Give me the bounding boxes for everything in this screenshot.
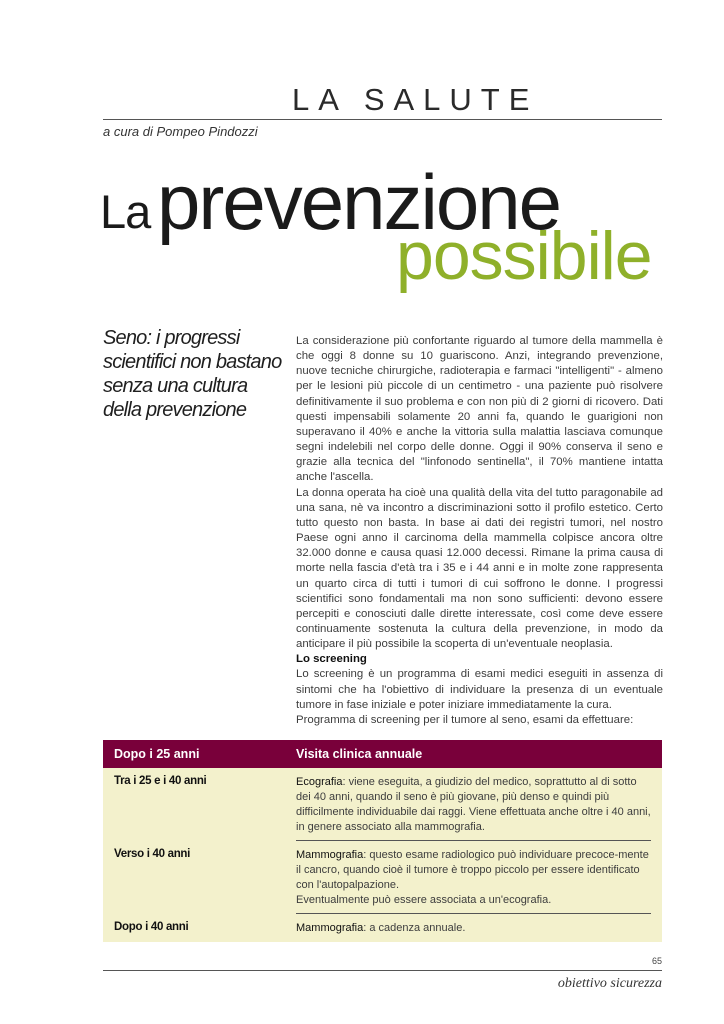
row-keyword: Ecografia bbox=[296, 776, 343, 788]
paragraph: Programma di screening per il tumore al seno, esami da effettuare: bbox=[296, 713, 634, 726]
row-age: Verso i 40 anni bbox=[114, 848, 191, 860]
footer-rule bbox=[103, 970, 662, 971]
header-rule bbox=[103, 119, 662, 120]
row-age: Dopo i 40 anni bbox=[114, 921, 189, 933]
page-number: 65 bbox=[651, 956, 662, 966]
paragraph: Lo screening è un programma di esami medici eseguiti in assenza di sintomi che ha l'obiettivo di individuare la presenza di un eventuale tumore in fase iniziale e poter iniziare immediatamente la cura. bbox=[296, 668, 663, 711]
subtitle-line: della prevenzione bbox=[103, 399, 247, 421]
row-description: : viene eseguita, a giudizio del medico, soprattutto al di sotto dei 40 anni, quando il seno è più giovane, più denso e quindi più difficilmente individuabile dai raggi. Viene effettuata anche oltre i 40 anni, in genere associato alla mammografia. bbox=[296, 776, 651, 833]
row-description: : a cadenza annuale. bbox=[363, 922, 466, 934]
magazine-name: obiettivo sicurezza bbox=[557, 976, 662, 991]
row-extra: Eventualmente può essere associata a un'ecografia. bbox=[296, 894, 552, 906]
headline-possibile: possibile bbox=[396, 218, 652, 294]
subtitle-line: senza una cultura bbox=[103, 375, 248, 397]
subtitle-line: scientifici non bastano bbox=[103, 351, 282, 373]
subtitle-line: Seno: i progressi bbox=[103, 327, 240, 349]
row-text bbox=[296, 841, 651, 914]
section-heading: Lo screening bbox=[296, 653, 367, 666]
paragraph: La donna operata ha cioè una qualità della vita del tutto paragonabile ad una sana, nè va incontro a discriminazioni sotto il profilo estetico. Certo tutto questo non basta. In base ai dati dei registri tumori, nel nostro Paese ogni anno il carcinoma della mammella colpisce ancora oltre 32.000 donne e causa quasi 12.000 decessi. Rimane la prima causa di morte nella fascia d'età tra i 35 e i 44 anni e in molte zone rappresenta un quarto circa di tutti i tumori di cui soffrono le donne. I progressi scientifici sono fondamentali ma non sono sufficienti: devono essere percepiti e conosciuti dalle dirette interessate, così come deve essere continuamente sostenuta la cultura della prevenzione, in modo da anticipare il più possibile la scoperta di un'eventuale neoplasia. bbox=[296, 486, 663, 651]
table-header-age: Dopo i 25 anni bbox=[114, 747, 200, 761]
table-row bbox=[103, 841, 662, 914]
paragraph: La considerazione più confortante riguardo al tumore della mammella è che oggi 8 donne su 10 guariscono. Anzi, integrando prevenzione, nuove tecniche chirurgiche, radioterapia e farmaci "intelligenti" - almeno per le lesioni più piccole di un centimetro - una paziente può risolvere definitivamente il suo problema e con non più di 2 giorni di ricovero. Dati questi impensabili solamente 20 anni fa, quando le guarigioni non superavano il 40% e anche la vittoria sulla malattia lasciava comunque segni indelebili nel corpo delle donne. Oggi il 90% conserva il seno e grazie alla tecnica del "linfonodo sentinella", il 70% mantiene intatta anche l'ascella. bbox=[296, 335, 663, 484]
row-description: : questo esame radiologico può individuare precoce-mente il cancro, quando cioè il tumore è troppo piccolo per essere identificato con l'autopalpazione. bbox=[296, 849, 649, 891]
subtitle bbox=[103, 326, 283, 422]
row-age: Tra i 25 e i 40 anni bbox=[114, 775, 207, 787]
article-body bbox=[296, 334, 663, 728]
section-title: LA SALUTE bbox=[292, 82, 539, 117]
row-text bbox=[296, 914, 651, 942]
byline: a cura di Pompeo Pindozzi bbox=[103, 124, 258, 139]
row-keyword: Mammografia bbox=[296, 849, 364, 861]
table-header-exam: Visita clinica annuale bbox=[296, 747, 423, 761]
headline-prevenzione: prevenzione bbox=[157, 158, 560, 246]
table-header bbox=[103, 740, 662, 768]
row-text bbox=[296, 768, 651, 841]
headline-la: La bbox=[100, 185, 151, 238]
screening-table bbox=[103, 740, 662, 942]
row-keyword: Mammografia bbox=[296, 922, 364, 934]
table-row bbox=[103, 768, 662, 841]
table-row bbox=[103, 914, 662, 942]
